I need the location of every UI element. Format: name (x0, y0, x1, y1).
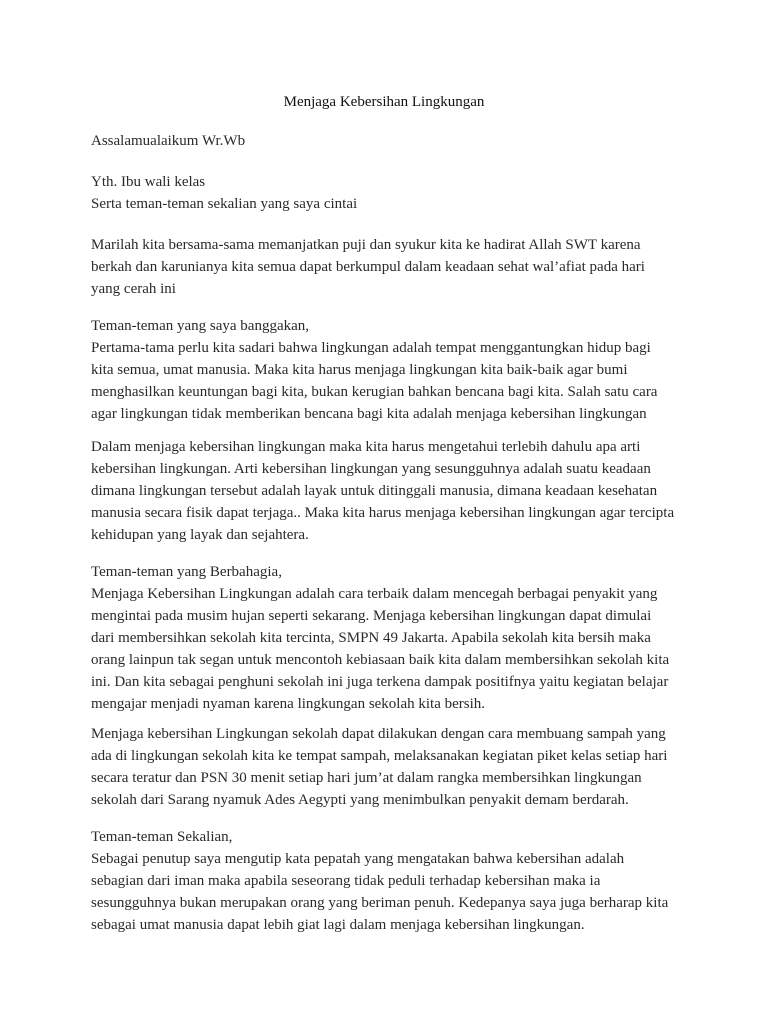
document-title: Menjaga Kebersihan Lingkungan (283, 94, 485, 110)
text-line: Yth. Ibu wali kelas (91, 174, 206, 190)
text-line: Teman-teman yang saya banggakan, (91, 318, 310, 334)
paragraph-opening (91, 234, 691, 300)
text-line: Pertama-tama perlu kita sadari bahwa lingkungan adalah tempat menggantungkan hidup bagi (91, 340, 651, 356)
text-line: manusia secara fisik dapat terjaga.. Maka kita harus menjaga kebersihan lingkungan agar tercipta (91, 505, 675, 521)
paragraph-school-cleaning (91, 723, 691, 811)
text-line: sekolah dari Sarang nyamuk Ades Aegypti yang menimbulkan penyakit demam berdarah. (91, 792, 629, 808)
text-line: sebagai umat manusia dapat lebih giat lagi dalam menjaga kebersihan lingkungan. (91, 917, 585, 933)
text-line: menghasilkan keuntungan bagi kita, bukan kerugian bahkan bencana bagi kita. Salah satu cara (91, 384, 658, 400)
text-line: orang lainpun tak segan untuk mencontoh kebiasaan baik kita dalam membersihkan sekolah kita (91, 652, 670, 668)
paragraph-prevention (91, 561, 691, 715)
paragraph-closing (91, 826, 691, 936)
paragraph-greeting (91, 130, 691, 152)
text-line: Teman-teman Sekalian, (91, 829, 233, 845)
text-line: secara teratur dan PSN 30 menit setiap hari jum’at dalam rangka membersihkan lingkungan (91, 770, 642, 786)
text-line: Dalam menjaga kebersihan lingkungan maka kita harus mengetahui terlebih dahulu apa arti (91, 439, 641, 455)
text-line: mengintai pada musim hujan seperti sekarang. Menjaga kebersihan lingkungan dapat dimulai (91, 608, 652, 624)
paragraph-definition (91, 436, 691, 546)
text-line: Menjaga Kebersihan Lingkungan adalah cara terbaik dalam mencegah berbagai penyakit yang (91, 586, 658, 602)
text-line: kehidupan yang layak dan sejahtera. (91, 527, 309, 543)
text-line: Assalamualaikum Wr.Wb (91, 133, 246, 149)
text-line: yang cerah ini (91, 281, 176, 297)
text-line: Sebagai penutup saya mengutip kata pepatah yang mengatakan bahwa kebersihan adalah (91, 851, 625, 867)
text-line: sebagian dari iman maka apabila seseorang tidak peduli terhadap kebersihan maka ia (91, 873, 601, 889)
text-line: mengajar menjadi nyaman karena lingkungan sekolah kita bersih. (91, 696, 486, 712)
text-line: Menjaga kebersihan Lingkungan sekolah dapat dilakukan dengan cara membuang sampah yang (91, 726, 666, 742)
text-line: sesungguhnya bukan merupakan orang yang beriman penuh. Kedepanya saya juga berharap kita (91, 895, 669, 911)
text-line: kebersihan lingkungan. Arti kebersihan lingkungan yang sesungguhnya adalah suatu keadaan (91, 461, 651, 477)
text-line: dimana lingkungan tersebut adalah layak untuk ditinggali manusia, dimana keadaan kesehatan (91, 483, 658, 499)
text-line: Marilah kita bersama-sama memanjatkan puji dan syukur kita ke hadirat Allah SWT karena (91, 237, 641, 253)
text-line: ada di lingkungan sekolah kita ke tempat sampah, melaksanakan kegiatan piket kelas setiap hari (91, 748, 668, 764)
paragraph-salutation (91, 171, 691, 215)
text-line: berkah dan karunianya kita semua dapat berkumpul dalam keadaan sehat wal’afiat pada hari (91, 259, 645, 275)
text-line: ini. Dan kita sebagai penghuni sekolah ini juga terkena dampak positifnya yaitu kegiatan belajar (91, 674, 669, 690)
paragraph-environment-importance (91, 315, 691, 447)
text-line: agar lingkungan tidak memberikan bencana bagi kita adalah menjaga kebersihan lingkungan (91, 406, 647, 422)
text-line: Serta teman-teman sekalian yang saya cintai (91, 196, 358, 212)
text-line: dari membersihkan sekolah kita tercinta, SMPN 49 Jakarta. Apabila sekolah kita bersih maka (91, 630, 651, 646)
text-line: Teman-teman yang Berbahagia, (91, 564, 282, 580)
text-line: kita semua, umat manusia. Maka kita harus menjaga lingkungan kita baik-baik agar bumi (91, 362, 628, 378)
